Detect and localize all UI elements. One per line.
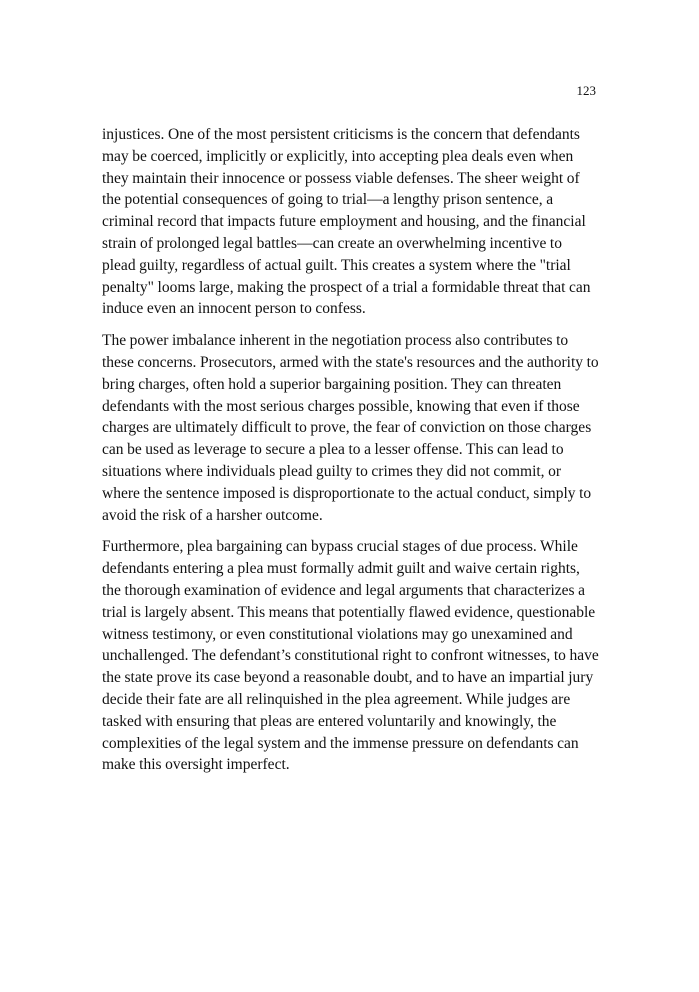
paragraph-3: Furthermore, plea bargaining can bypass crucial stages of due process. While defendants entering a plea must formally admit guilt and waive certain rights, the thorough examination of evidence and legal arguments that characterizes a trial is largely absent. This means that potentially flawed evidence, questionable witness testimony, or even constitutional violations may go unexamined and unchallenged. The defendant’s constitutional right to confront witnesses, to have the state prove its case beyond a reasonable doubt, and to have an impartial jury decide their fate are all relinquished in the plea agreement. While judges are tasked with ensuring that pleas are entered voluntarily and knowingly, the complexities of the legal system and the immense pressure on defendants can make this oversight imperfect. [102, 538, 599, 774]
paragraph-2: The power imbalance inherent in the negotiation process also contributes to these concerns. Prosecutors, armed with the state's resources and the authority to bring charges, often hold a superior bargaining position. They can threaten defendants with the most serious charges possible, knowing that even if those charges are ultimately difficult to prove, the fear of conviction on those charges can be used as leverage to secure a plea to a lesser offense. This can lead to situations where individuals plead guilty to crimes they did not commit, or where the sentence imposed is disproportionate to the actual conduct, simply to avoid the risk of a harsher outcome. [102, 332, 599, 524]
paragraph-1: injustices. One of the most persistent criticisms is the concern that defendants may be coerced, implicitly or explicitly, into accepting plea deals even when they maintain their innocence or possess viable defenses. The sheer weight of the potential consequences of going to trial—a lengthy prison sentence, a criminal record that impacts future employment and housing, and the financial strain of prolonged legal battles—can create an overwhelming incentive to plead guilty, regardless of actual guilt. This creates a system where the "trial penalty" looms large, making the prospect of a trial a formidable threat that can induce even an innocent person to confess. [102, 126, 591, 318]
page-body-text [102, 124, 599, 786]
page-number: 123 [576, 83, 596, 98]
